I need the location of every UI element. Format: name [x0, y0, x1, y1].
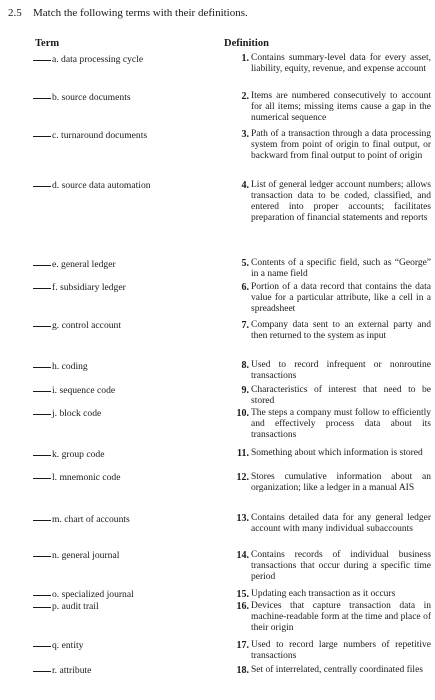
term-label: m. chart of accounts: [52, 514, 130, 525]
exercise-number: 2.5: [8, 7, 22, 19]
answer-blank[interactable]: [33, 186, 51, 187]
definition-number: 6.: [241, 282, 249, 293]
definition-text: Items are numbered consecutively to account for all items; missing items cause a gap in the numerical sequence: [251, 91, 431, 123]
answer-blank[interactable]: [33, 265, 51, 266]
term-label: c. turnaround documents: [52, 130, 148, 141]
definition-number: 13.: [236, 513, 249, 524]
answer-blank[interactable]: [33, 595, 51, 596]
term-item: [33, 130, 147, 141]
term-label: a. data processing cycle: [52, 54, 144, 65]
definition-text: Path of a transaction through a data processing system from point of origin to final output, or backward from final output to point of origin: [251, 129, 431, 161]
answer-blank[interactable]: [33, 98, 51, 99]
definition-text: Portion of a data record that contains the data value for a particular attribute, like a cell in a spreadsheet: [251, 282, 431, 314]
term-item: [33, 472, 120, 483]
answer-blank[interactable]: [33, 367, 51, 368]
term-label: r. attribute: [52, 665, 92, 676]
definition-text: Contains detailed data for any general ledger account with many individual subaccounts: [251, 513, 431, 534]
term-label: h. coding: [52, 361, 88, 372]
definition-text: Contents of a specific field, such as “George” in a name field: [251, 258, 431, 279]
definition-number: 10.: [236, 408, 249, 419]
term-label: b. source documents: [52, 92, 131, 103]
answer-blank[interactable]: [33, 326, 51, 327]
definition-text: The steps a company must follow to efficiently and effectively process data about its transactions: [251, 408, 431, 440]
definition-number: 12.: [236, 472, 249, 483]
answer-blank[interactable]: [33, 455, 51, 456]
term-item: [33, 54, 143, 65]
term-item: [33, 449, 105, 460]
definition-text: List of general ledger account numbers; allows transaction data to be coded, classified, and entered into proper accounts; facilitates preparation of financial statements and reports: [251, 180, 431, 223]
definition-number: 2.: [241, 91, 249, 102]
term-label: f. subsidiary ledger: [52, 282, 126, 293]
definition-text: Company data sent to an external party and then returned to the system as input: [251, 320, 431, 341]
term-label: k. group code: [52, 449, 105, 460]
definition-text: Used to record large numbers of repetitive transactions: [251, 640, 431, 661]
term-label: q. entity: [52, 640, 84, 651]
answer-blank[interactable]: [33, 607, 51, 608]
definition-number: 14.: [236, 550, 249, 561]
definition-number: 11.: [237, 448, 249, 459]
definition-column-header: Definition: [224, 38, 269, 49]
definition-number: 3.: [241, 129, 249, 140]
answer-blank[interactable]: [33, 646, 51, 647]
term-item: [33, 180, 151, 191]
definition-text: Used to record infrequent or nonroutine transactions: [251, 360, 431, 381]
term-item: [33, 259, 116, 270]
definition-text: Stores cumulative information about an organization; like a ledger in a manual AIS: [251, 472, 431, 493]
term-label: p. audit trail: [52, 601, 99, 612]
answer-blank[interactable]: [33, 60, 51, 61]
definition-number: 18.: [236, 665, 249, 676]
definition-number: 8.: [241, 360, 249, 371]
answer-blank[interactable]: [33, 556, 51, 557]
answer-blank[interactable]: [33, 520, 51, 521]
definition-number: 5.: [241, 258, 249, 269]
definition-text: Devices that capture transaction data in machine-readable form at the time and place of their origin: [251, 601, 431, 633]
term-label: g. control account: [52, 320, 121, 331]
term-item: [33, 282, 126, 293]
term-item: [33, 320, 121, 331]
definition-text: Something about which information is stored: [251, 448, 423, 458]
term-item: [33, 640, 83, 651]
definition-text: Updating each transaction as it occurs: [251, 589, 396, 599]
definition-number: 1.: [241, 53, 249, 64]
answer-blank[interactable]: [33, 391, 51, 392]
answer-blank[interactable]: [33, 671, 51, 672]
definition-text: Characteristics of interest that need to be stored: [251, 385, 431, 406]
definition-text: Set of interrelated, centrally coordinated files: [251, 665, 423, 675]
definition-number: 4.: [241, 180, 249, 191]
term-item: [33, 550, 119, 561]
term-label: i. sequence code: [52, 385, 116, 396]
definition-number: 7.: [241, 320, 249, 331]
term-item: [33, 514, 130, 525]
definition-number: 9.: [241, 385, 249, 396]
exercise-instruction: Match the following terms with their definitions.: [33, 7, 248, 19]
definition-number: 15.: [236, 589, 249, 600]
term-item: [33, 601, 99, 612]
term-item: [33, 408, 101, 419]
answer-blank[interactable]: [33, 136, 51, 137]
answer-blank[interactable]: [33, 414, 51, 415]
term-item: [33, 589, 134, 600]
term-label: j. block code: [52, 408, 102, 419]
definition-text: Contains summary-level data for every asset, liability, equity, revenue, and expense account: [251, 53, 431, 74]
term-item: [33, 665, 91, 676]
answer-blank[interactable]: [33, 478, 51, 479]
term-item: [33, 361, 88, 372]
term-label: l. mnemonic code: [52, 472, 121, 483]
definition-number: 17.: [236, 640, 249, 651]
term-item: [33, 385, 115, 396]
term-label: d. source data automation: [52, 180, 151, 191]
definition-text: Contains records of individual business transactions that occur during a specific time period: [251, 550, 431, 582]
answer-blank[interactable]: [33, 288, 51, 289]
term-item: [33, 92, 131, 103]
term-label: n. general journal: [52, 550, 120, 561]
definition-number: 16.: [236, 601, 249, 612]
term-label: e. general ledger: [52, 259, 116, 270]
term-column-header: Term: [35, 38, 60, 49]
term-label: o. specialized journal: [52, 589, 134, 600]
